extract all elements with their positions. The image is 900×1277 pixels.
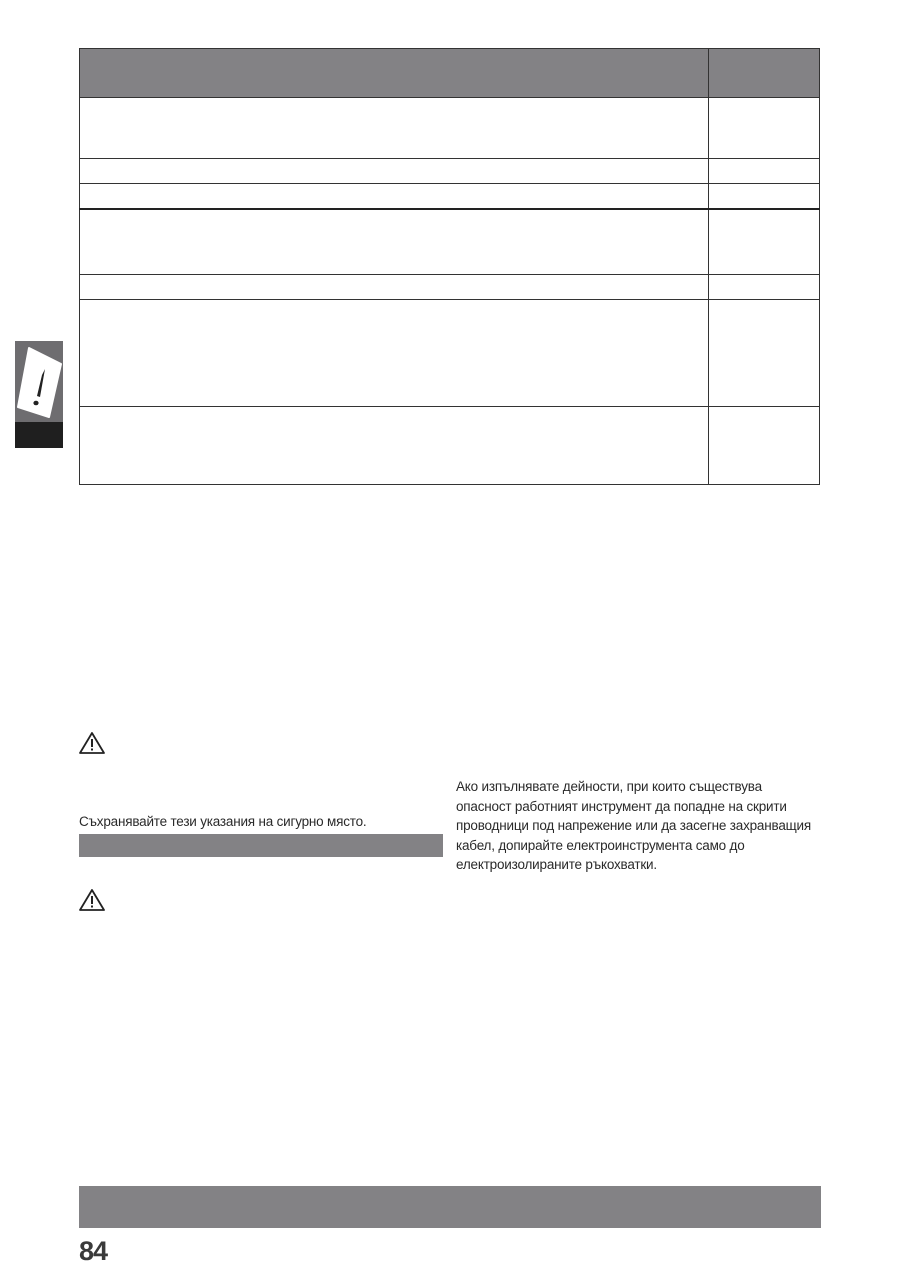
spec-table-row	[80, 275, 820, 300]
side-tab-lower	[15, 422, 63, 448]
warning-triangle-icon	[78, 888, 106, 912]
warning-triangle-icon	[78, 731, 106, 755]
spec-table-row	[80, 98, 820, 159]
spec-cell-description	[80, 159, 709, 184]
spec-cell-description	[80, 209, 709, 275]
storage-note: Съхранявайте тези указания на сигурно място.	[79, 814, 367, 829]
section-side-tab	[15, 341, 63, 448]
spec-table-row	[80, 300, 820, 407]
spec-cell-description	[80, 407, 709, 485]
spec-header-value	[709, 49, 820, 98]
spec-cell-value	[709, 300, 820, 407]
spec-table-row	[80, 159, 820, 184]
hidden-wiring-warning: Ако изпълнявате дейности, при които съществува опасност работният инструмент да попадне на скрити проводници под напрежение или да засегне захранващия кабел, допирайте електроинструмента само до електроизолираните ръкохватки.	[456, 779, 811, 872]
footer-bar	[79, 1186, 821, 1228]
spec-cell-value	[709, 209, 820, 275]
spec-cell-value	[709, 407, 820, 485]
spec-cell-value	[709, 98, 820, 159]
spec-table-row	[80, 209, 820, 275]
spec-cell-description	[80, 98, 709, 159]
section-heading-bar	[79, 834, 443, 857]
spec-cell-description	[80, 275, 709, 300]
spec-cell-value	[709, 184, 820, 209]
spec-table-header	[80, 49, 820, 98]
spec-cell-value	[709, 159, 820, 184]
exclamation-icon	[15, 341, 63, 422]
spec-cell-value	[709, 275, 820, 300]
spec-header-description	[80, 49, 709, 98]
spec-cell-description	[80, 184, 709, 209]
spec-table-row	[80, 184, 820, 209]
page-number: 84	[79, 1236, 108, 1266]
spec-table	[79, 48, 820, 485]
spec-table-row	[80, 407, 820, 485]
spec-cell-description	[80, 300, 709, 407]
